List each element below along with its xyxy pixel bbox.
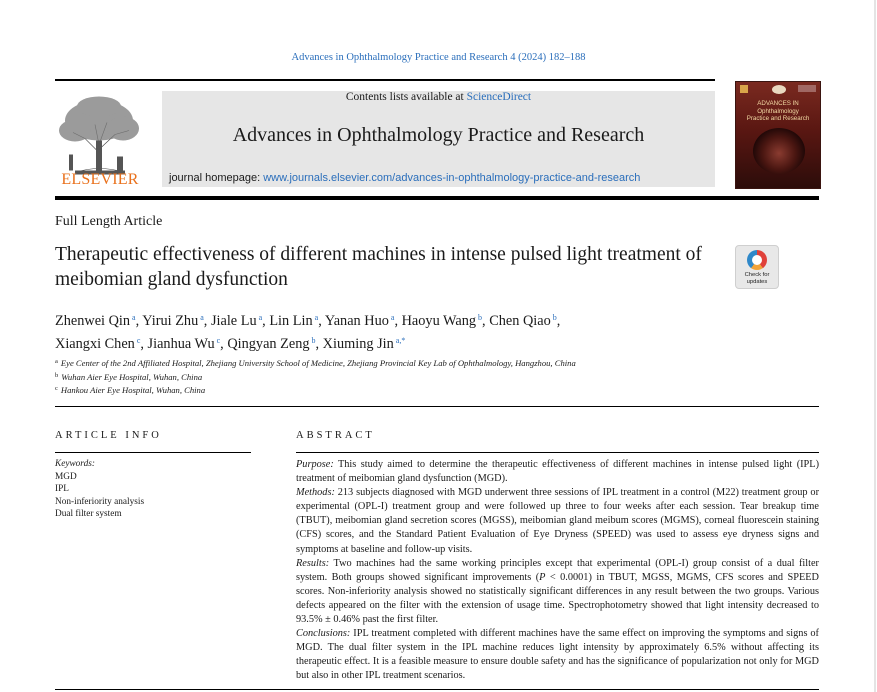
- results-p-symbol: P: [539, 571, 546, 583]
- affiliation: [55, 356, 825, 370]
- check-updates-line1: Check for: [744, 272, 770, 278]
- author-name: Xiuming Jin: [322, 336, 394, 352]
- cover-eye-image: [753, 128, 805, 174]
- abstract-methods: [296, 486, 819, 556]
- author[interactable]: [323, 336, 406, 352]
- affiliation: [55, 370, 825, 384]
- check-updates-icon-center: [752, 255, 762, 265]
- cover-corner-mark: [798, 85, 816, 92]
- author-affiliation-ref[interactable]: c: [216, 336, 221, 345]
- author[interactable]: [211, 313, 262, 329]
- author-name: Xiangxi Chen: [55, 336, 135, 352]
- abstract-purpose: [296, 458, 819, 486]
- section-rule: [55, 406, 819, 407]
- affiliation: [55, 383, 825, 397]
- keyword[interactable]: Non-inferiority analysis: [55, 496, 145, 507]
- author-name: Haoyu Wang: [401, 313, 477, 329]
- author-affiliation-ref[interactable]: c: [136, 336, 141, 345]
- keywords-label: Keywords:: [55, 459, 95, 469]
- masthead-rule: [55, 196, 819, 200]
- check-for-updates-button[interactable]: [735, 245, 779, 289]
- affiliation-list: [55, 356, 825, 397]
- author-name: Lin Lin: [269, 313, 313, 329]
- journal-citation-link[interactable]: Advances in Ophthalmology Practice and Research 4 (2024) 182–188: [291, 52, 586, 63]
- author-affiliation-ref[interactable]: b: [478, 313, 483, 322]
- author-name: Chen Qiao: [489, 313, 551, 329]
- cover-title-line3: Practice and Research: [746, 115, 810, 122]
- homepage-prefix: journal homepage:: [169, 172, 264, 184]
- keywords-block: [55, 458, 144, 521]
- cover-society-badge: [772, 85, 786, 94]
- cover-title-line2: Ophthalmology: [757, 107, 799, 115]
- affiliation-text: Wuhan Aier Eye Hospital, Wuhan, China: [61, 371, 203, 382]
- keyword[interactable]: Dual filter system: [55, 509, 122, 520]
- sciencedirect-link[interactable]: ScienceDirect: [466, 91, 532, 103]
- journal-title[interactable]: Advances in Ophthalmology Practice and Research: [232, 124, 645, 146]
- cover-title: [736, 100, 820, 123]
- author-affiliation-ref[interactable]: a: [314, 313, 319, 322]
- article-type: Full Length Article: [55, 214, 163, 229]
- abstract-heading: ABSTRACT: [296, 430, 375, 441]
- author[interactable]: [55, 336, 140, 352]
- page-edge: [874, 0, 876, 692]
- article-title: Therapeutic effectiveness of different machines in intense pulsed light treatment of meibomian gland dysfunction: [55, 244, 702, 290]
- methods-label: Methods:: [296, 487, 335, 499]
- author-list: Zhenwei Qin $^a$, Yirui Zhu $^a$, Jiale Lu $^a$, Lin Lin $^a$, Yanan Huo $^a$, Haoyu Wang $^b$, Chen Qiao $^b$, Xiangxi Chen $^c$, Jianhua Wu $^c$, Qingyan Zeng $^b$, Xiuming Jin $^{a,*}$: [55, 313, 561, 352]
- contents-prefix: Contents lists available at: [345, 91, 467, 103]
- journal-cover-thumbnail[interactable]: [735, 81, 821, 189]
- check-updates-icon: [747, 250, 767, 270]
- author[interactable]: [148, 336, 221, 352]
- author-name: Jiale Lu: [210, 313, 257, 329]
- author[interactable]: [269, 313, 318, 329]
- header-rule: [55, 79, 715, 81]
- keyword[interactable]: IPL: [55, 484, 69, 495]
- abstract-results: [296, 557, 819, 627]
- affiliation-text: Eye Center of the 2nd Affiliated Hospital, Zhejiang University School of Medicine, Zhejiang Provincial Key Lab of Ophthalmology, Hangzhou, China: [60, 358, 576, 368]
- author-affiliation-ref[interactable]: b: [552, 313, 557, 322]
- abstract-rule: [296, 452, 819, 453]
- author[interactable]: [402, 313, 482, 329]
- purpose-text: This study aimed to determine the therapeutic effectiveness of different machines in intense pulsed light (IPL) treatment of meibomian gland dysfunction (MGD).: [296, 459, 819, 485]
- conclusions-text: IPL treatment completed with different machines have the same effect on improving the symptoms and signs of MGD. The dual filter system in the IPL machine reduces light intensity by approximately 6.5% without affecting its therapeutic effect. It is a feasible measure to ensure double safety and has the significance of popularization not only for MGD but also in other IPL treatment scenarios.: [296, 628, 819, 682]
- author[interactable]: [142, 313, 204, 329]
- author-affiliation-ref[interactable]: a: [200, 313, 204, 322]
- check-updates-label: [736, 272, 778, 285]
- results-label: Results:: [296, 557, 330, 569]
- footer-rule: [55, 689, 819, 690]
- author-name: Qingyan Zeng: [227, 336, 310, 352]
- journal-masthead: [162, 91, 715, 187]
- author[interactable]: [227, 336, 315, 352]
- cover-title-line1: ADVANCES IN: [757, 100, 799, 107]
- affiliation-text: Hankou Aier Eye Hospital, Wuhan, China: [60, 385, 206, 395]
- author-affiliation-ref[interactable]: a: [390, 313, 395, 322]
- homepage-line: [169, 172, 640, 184]
- purpose-label: Purpose:: [296, 459, 334, 470]
- keyword[interactable]: MGD: [55, 471, 77, 482]
- author[interactable]: [489, 313, 557, 329]
- article-info-heading: ARTICLE INFO: [55, 430, 162, 441]
- contents-line: [162, 91, 715, 103]
- check-updates-line2: updates: [746, 278, 768, 285]
- affiliation-key: b: [55, 371, 59, 379]
- abstract-conclusions: [296, 627, 819, 683]
- results-text-a: Two machines had the same working principles except that experimental (OPL-I) group consist of a dual filter system. Both groups showed significant improvements (: [296, 557, 819, 583]
- author-name: Jianhua Wu: [147, 336, 215, 352]
- methods-text: 213 subjects diagnosed with MGD underwent three sessions of IPL treatment in a control (M22) treatment group or experimental (OPL-I) treatment group and were followed up three to four weeks after each session. Tear breakup time (TBUT), meibomian gland secretion scores (MGSS), meibomian gland meibum scores (MGMS), corneal fluorescein staining (CFS) scores, and the Standard Patient Evaluation of Eye Dryness (SPEED) was used to assess eye dryness signs and symptoms at baseline and follow-up visits.: [296, 487, 819, 555]
- affiliation-key: c: [55, 385, 58, 392]
- author[interactable]: [55, 313, 136, 329]
- article-info-rule: [55, 452, 251, 453]
- results-text-b: < 0.0001) in TBUT, MGSS, MGMS, CFS scores and SPEED scores. Non-inferiority analysis showed no statistically significant differences in any result between the two groups. Various defects appeared on the filter with the extension of usage time. Spectrophotometry showed that light intensity decreased to 93.5% ± 0.46% past the first filter.: [296, 571, 819, 626]
- conclusions-label: Conclusions:: [296, 628, 351, 640]
- author-name: Yanan Huo: [324, 313, 389, 329]
- author-name: Zhenwei Qin: [55, 313, 131, 329]
- author-affiliation-ref[interactable]: a: [132, 313, 136, 322]
- abstract-body: [296, 458, 819, 684]
- author-affiliation-ref[interactable]: a: [258, 313, 263, 322]
- affiliation-key: a: [55, 358, 58, 365]
- cover-publisher-mark: [740, 85, 748, 93]
- author-affiliation-ref[interactable]: a,*: [395, 336, 406, 345]
- author-affiliation-ref[interactable]: b: [311, 336, 316, 345]
- author-name: Yirui Zhu: [142, 313, 199, 329]
- journal-homepage-link[interactable]: www.journals.elsevier.com/advances-in-ophthalmology-practice-and-research: [263, 172, 641, 184]
- elsevier-wordmark[interactable]: ELSEVIER: [61, 171, 139, 188]
- author[interactable]: [325, 313, 395, 329]
